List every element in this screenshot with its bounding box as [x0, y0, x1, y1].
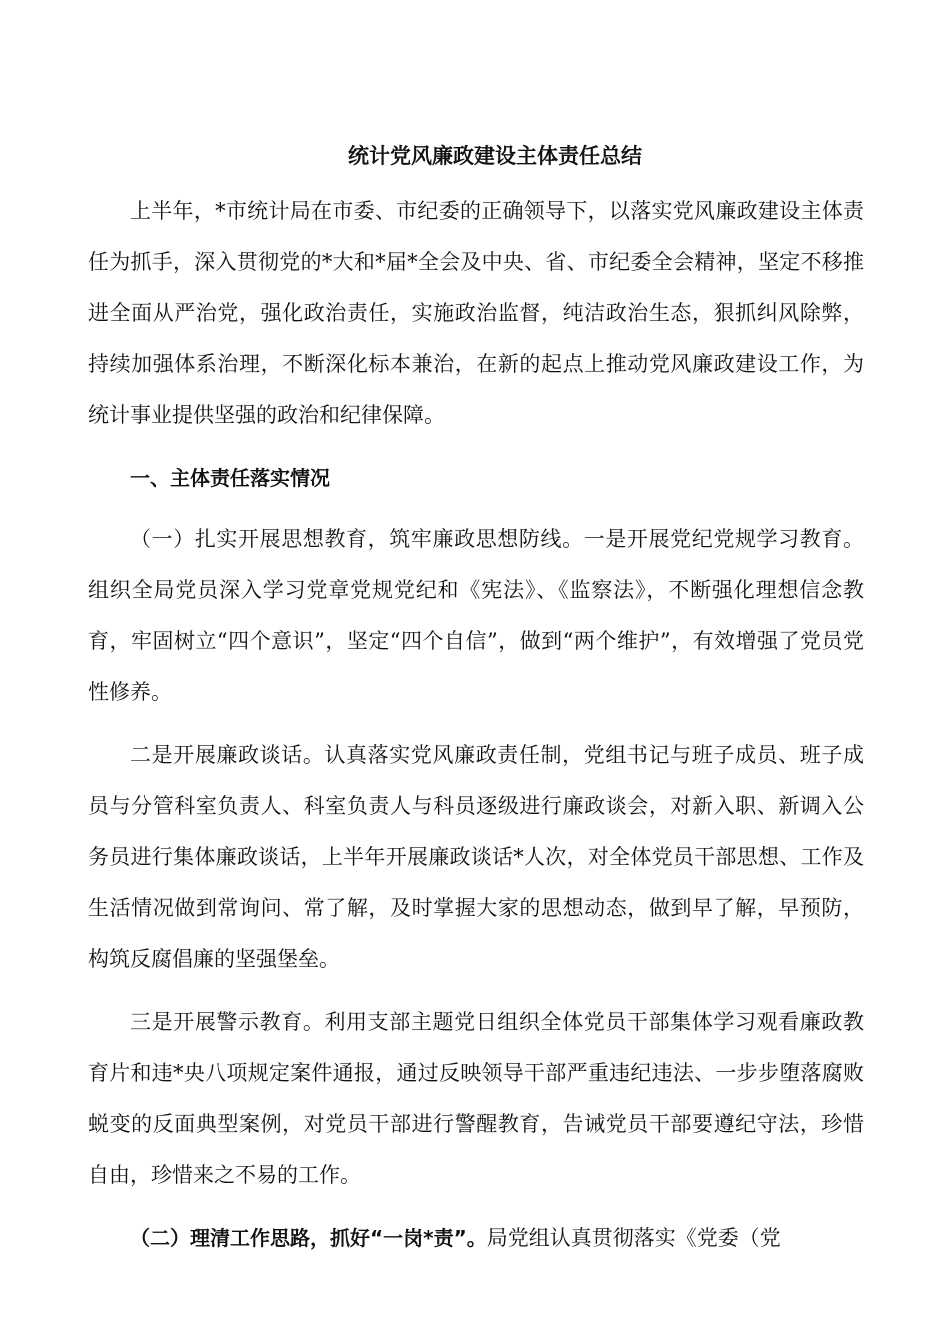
document-title: 统计党风廉政建设主体责任总结: [348, 144, 642, 168]
paragraph-text: 局党组认真贯彻落实《党委（党: [486, 1226, 781, 1250]
paragraph-warning-education: 三是开展警示教育。利用支部主题党日组织全体党员干部集体学习观看廉政教育片和违*央八项规定案件通报，通过反映领导干部严重违纪违法、一步步堕落腐败蜕变的反面典型案例，对党员干部进行警醒教育，告诫党员干部要遵纪守法，珍惜自由，珍惜来之不易的工作。: [88, 1010, 864, 1187]
intro-paragraph: 上半年，*市统计局在市委、市纪委的正确领导下，以落实党风廉政建设主体责任为抓手，深入贯彻党的*大和*届*全会及中央、省、市纪委全会精神，坚定不移推进全面从严治党，强化政治责任，实施政治监督，纯洁政治生态，狠抓纠风除弊，持续加强体系治理，不断深化标本兼治，在新的起点上推动党风廉政建设工作，为统计事业提供坚强的政治和纪律保障。: [88, 199, 864, 427]
paragraph-lead: （二）理清工作思路，抓好“一岗*责”。: [130, 1226, 487, 1250]
section-heading: 一、主体责任落实情况: [130, 466, 330, 490]
document-body: [88, 186, 864, 1276]
paragraph-thought-education: （一）扎实开展思想教育，筑牢廉政思想防线。一是开展党纪党规学习教育。组织全局党员深入学习党章党规党纪和《宪法》、《监察法》，不断强化理想信念教育，牢固树立“四个意识”，坚定“四个自信”，做到“两个维护”，有效增强了党员党性修养。: [88, 527, 864, 704]
paragraph-work-approach: [88, 1213, 864, 1264]
paragraph-integrity-talks: 二是开展廉政谈话。认真落实党风廉政责任制，党组书记与班子成员、班子成员与分管科室负责人、科室负责人与科员逐级进行廉政谈会，对新入职、新调入公务员进行集体廉政谈话，上半年开展廉政谈话*人次，对全体党员干部思想、工作及生活情况做到常询问、常了解，及时掌握大家的思想动态，做到早了解，早预防，构筑反腐倡廉的坚强堡垒。: [88, 743, 864, 971]
